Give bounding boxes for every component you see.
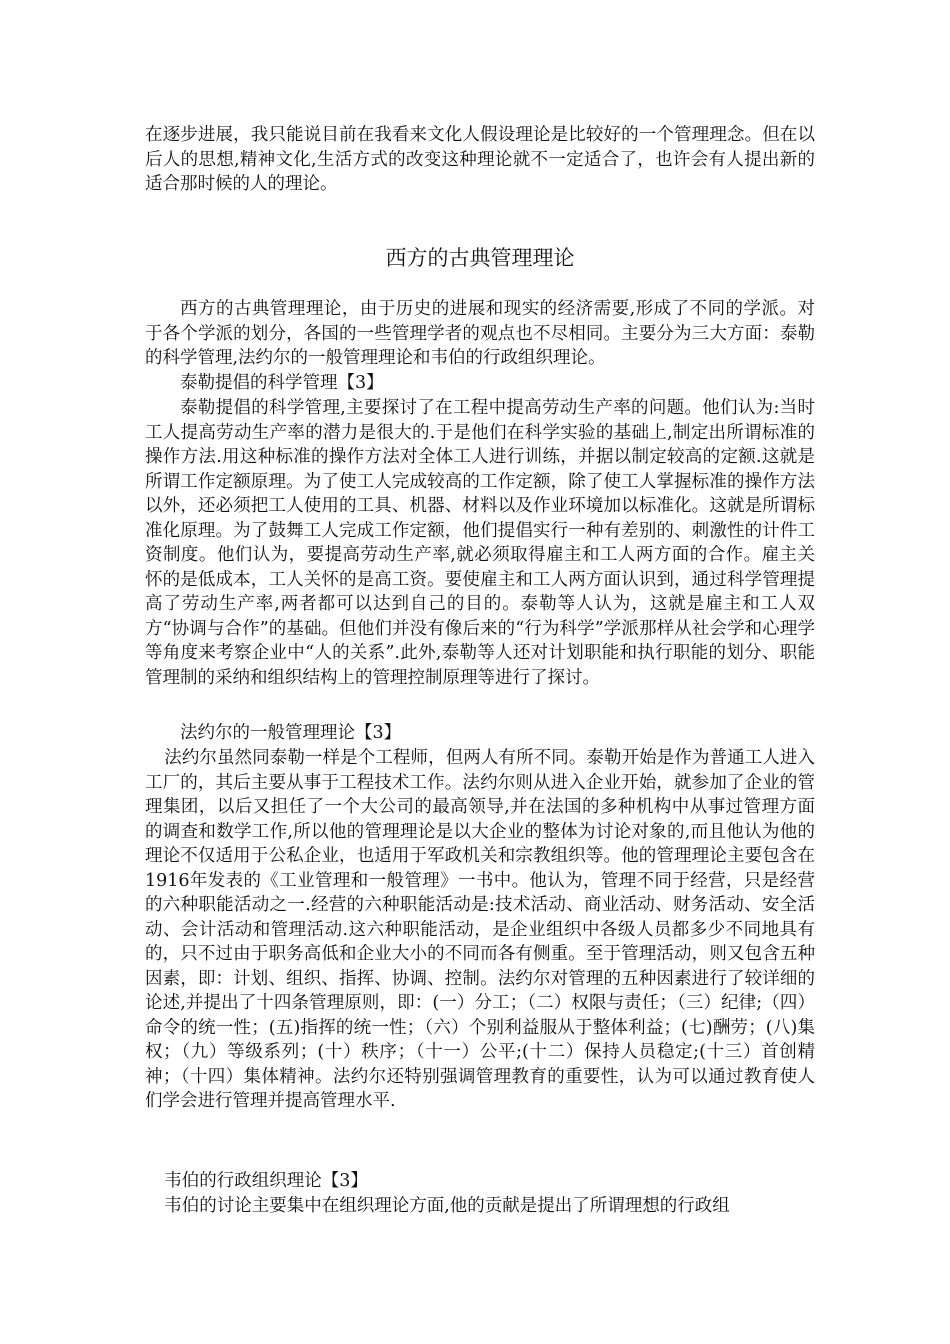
weber-paragraph: 韦伯的讨论主要集中在组织理论方面,他的贡献是提出了所谓理想的行政组 [164, 1196, 730, 1216]
intro-paragraph: 在逐步进展，我只能说目前在我看来文化人假设理论是比较好的一个管理理念。但在以后人的思想,精神文化,生活方式的改变这种理论就不一定适合了，也许会有人提出新的适合那时候的人的理论。 [145, 125, 815, 194]
subheading-weber: 韦伯的行政组织理论【3】 [164, 1171, 368, 1191]
overview-paragraph: 西方的古典管理理论，由于历史的进展和现实的经济需要,形成了不同的学派。对于各个学派的划分，各国的一些管理学者的观点也不尽相同。主要分为三大方面：泰勒的科学管理,法约尔的一般管理理论和韦伯的行政组织理论。 [145, 299, 815, 368]
fayol-paragraph: 法约尔虽然同泰勒一样是个工程师，但两人有所不同。泰勒开始是作为普通工人进入工厂的，其后主要从事于工程技术工作。法约尔则从进入企业开始，就参加了企业的管理集团，以后又担任了一个大公司的最高领导,并在法国的多种机构中从事过管理方面的调查和数学工作,所以他的管理理论是以大企业的整体为讨论对象的,而且他认为他的理论不仅适用于公私企业，也适用于军政机关和宗教组织等。他的管理理论主要包含在1916年发表的《工业管理和一般管理》一书中。他认为，管理不同于经营，只是经营的六种职能活动之一.经营的六种职能活动是:技术活动、商业活动、财务活动、安全活动、会计活动和管理活动.这六种职能活动，是企业组织中各级人员都多少不同地具有的，只不过由于职务高低和企业大小的不同而各有侧重。至于管理活动，则又包含五种因素，即：计划、组织、指挥、协调、控制。法约尔对管理的五种因素进行了较详细的论述,并提出了十四条管理原则，即：(一）分工；（二）权限与责任；（三）纪律;（四）命令的统一性；(五)指挥的统一性；（六）个别利益服从于整体利益；(七)酬劳；(八)集权；（九）等级系列；(十）秩序；（十一）公平;(十二）保持人员稳定;(十三）首创精神；（十四）集体精神。法约尔还特别强调管理教育的重要性，认为可以通过教育使人们学会进行管理并提高管理水平. [145, 748, 815, 1111]
section-title: 西方的古典管理理论 [385, 246, 575, 270]
subheading-taylor: 泰勒提倡的科学管理【3】 [180, 373, 384, 393]
subheading-fayol: 法约尔的一般管理理论【3】 [180, 723, 402, 743]
taylor-paragraph: 泰勒提倡的科学管理,主要探讨了在工程中提高劳动生产率的问题。他们认为:当时工人提高劳动生产率的潜力是很大的.于是他们在科学实验的基础上,制定出所谓标准的操作方法.用这种标准的操作方法对全体工人进行训练，并据以制定较高的定额.这就是所谓工作定额原理。为了使工人完成较高的工作定额，除了使工人掌握标准的操作方法以外，还必须把工人使用的工具、机器、材料以及作业环境加以标准化。这就是所谓标准化原理。为了鼓舞工人完成工作定额，他们提倡实行一种有差别的、刺激性的计件工资制度。他们认为，要提高劳动生产率,就必须取得雇主和工人两方面的合作。雇主关怀的是低成本，工人关怀的是高工资。要使雇主和工人两方面认识到，通过科学管理提高了劳动生产率,两者都可以达到自己的目的。泰勒等人认为，这就是雇主和工人双方“协调与合作”的基础。但他们并没有像后来的“行为科学”学派那样从社会学和心理学等角度来考察企业中“人的关系”.此外,泰勒等人还对计划职能和执行职能的划分、职能管理制的采纳和组织结构上的管理控制原理等进行了探讨。 [145, 398, 815, 688]
